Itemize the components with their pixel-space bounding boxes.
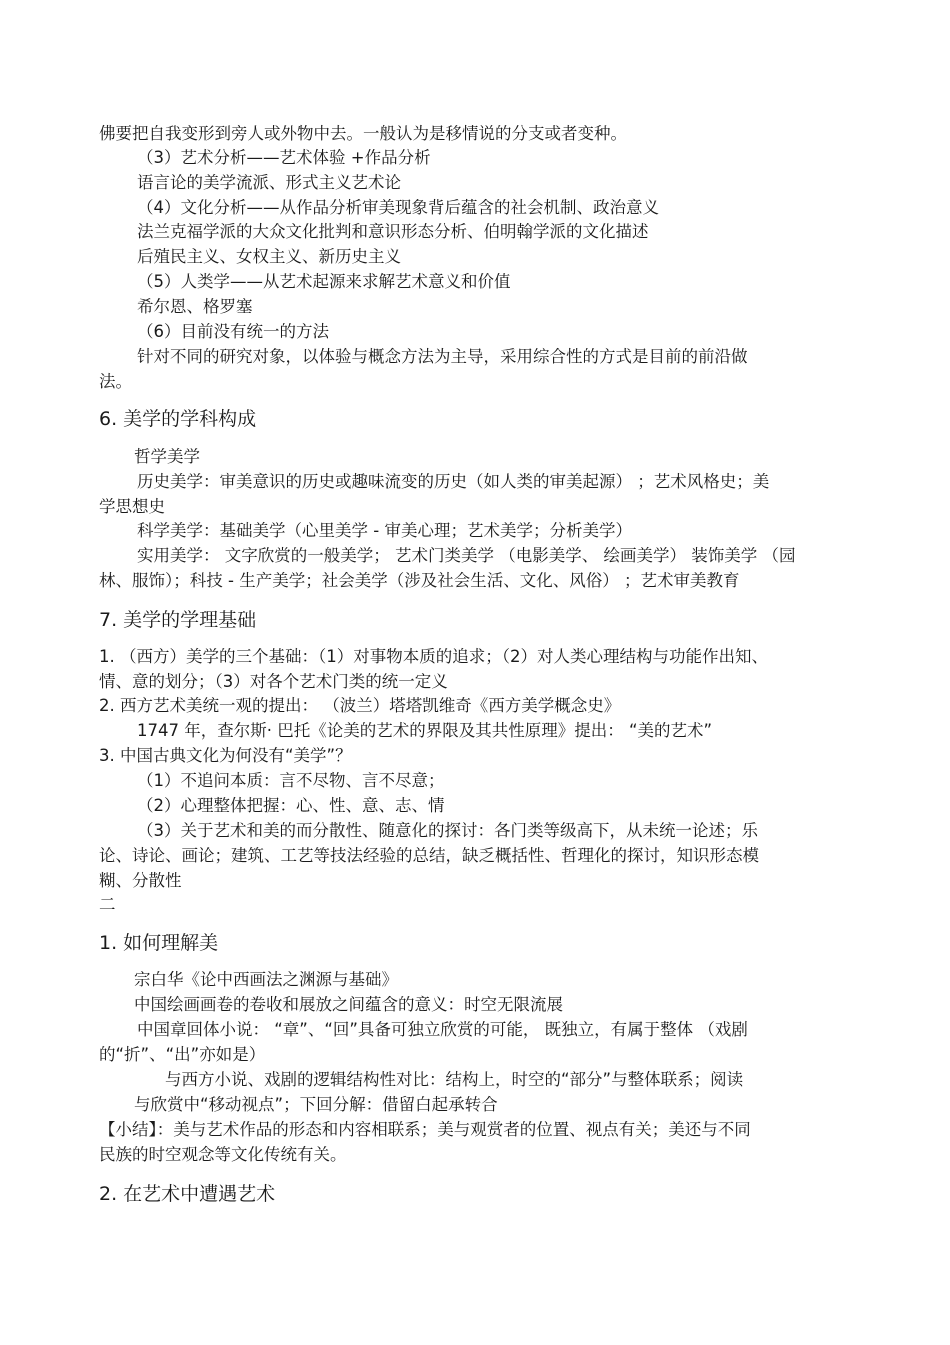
text-line: 佛要把自我变形到旁人或外物中去。一般认为是移情说的分支或者变种。 bbox=[99, 124, 627, 143]
text-line: 与西方小说、戏剧的逻辑结构性对比：结构上，时空的“部分”与整体联系；阅读 bbox=[165, 1070, 744, 1089]
text-line: （4）文化分析——从作品分析审美现象背后蕴含的社会机制、政治意义 bbox=[137, 198, 659, 217]
text-line: 哲学美学 bbox=[134, 447, 200, 466]
text-line: 实用美学： 文字欣赏的一般美学； 艺术门类美学 （电影美学、 绘画美学） 装饰美学 （园 bbox=[137, 546, 796, 565]
text-line: 语言论的美学流派、形式主义艺术论 bbox=[137, 173, 401, 192]
text-line: 希尔恩、格罗塞 bbox=[137, 297, 253, 316]
text-line: 宗白华《论中西画法之渊源与基础》 bbox=[134, 970, 398, 989]
text-line: （1）不追问本质：言不尽物、言不尽意； bbox=[137, 771, 445, 790]
section-heading: 6. 美学的学科构成 bbox=[99, 408, 257, 430]
text-line: 法。 bbox=[99, 372, 132, 391]
text-line: 情、意的划分；（3）对各个艺术门类的统一定义 bbox=[99, 672, 448, 691]
text-line: 【小结】：美与艺术作品的形态和内容相联系；美与观赏者的位置、视点有关；美还与不同 bbox=[99, 1120, 751, 1139]
text-line: （3）关于艺术和美的而分散性、随意化的探讨：各门类等级高下，从未统一论述；乐 bbox=[137, 821, 758, 840]
text-line: 的“折”、“出”亦如是） bbox=[99, 1045, 266, 1064]
text-line: 中国绘画画卷的卷收和展放之间蕴含的意义：时空无限流展 bbox=[134, 995, 563, 1014]
text-line: （5）人类学——从艺术起源来求解艺术意义和价值 bbox=[137, 272, 511, 291]
text-line: 糊、分散性 bbox=[99, 871, 182, 890]
text-line: 2. 西方艺术美统一观的提出： （波兰）塔塔凯维奇《西方美学概念史》 bbox=[99, 696, 621, 715]
text-line: 法兰克福学派的大众文化批判和意识形态分析、伯明翰学派的文化描述 bbox=[137, 222, 649, 241]
text-line: 与欣赏中“移动视点”；下回分解：借留白起承转合 bbox=[134, 1095, 498, 1114]
text-line: 林、服饰）；科技 - 生产美学；社会美学（涉及社会生活、文化、风俗） ；艺术审美教育 bbox=[99, 571, 740, 590]
text-line: 后殖民主义、女权主义、新历史主义 bbox=[137, 247, 401, 266]
text-line: 1747 年，查尔斯· 巴托《论美的艺术的界限及其共性原理》提出： “美的艺术” bbox=[137, 721, 713, 740]
text-line: （3）艺术分析——艺术体验 +作品分析 bbox=[137, 148, 431, 167]
text-line: （2）心理整体把握：心、性、意、志、情 bbox=[137, 796, 445, 815]
text-line: （6）目前没有统一的方法 bbox=[137, 322, 329, 341]
text-line: 二 bbox=[99, 895, 116, 914]
text-line: 学思想史 bbox=[99, 497, 165, 516]
section-heading: 1. 如何理解美 bbox=[99, 932, 219, 954]
text-line: 1. （西方）美学的三个基础：（1）对事物本质的追求；（2）对人类心理结构与功能作出知、 bbox=[99, 647, 768, 666]
text-line: 科学美学：基础美学（心里美学 - 审美心理；艺术美学；分析美学） bbox=[137, 521, 632, 540]
text-line: 历史美学：审美意识的历史或趣味流变的历史（如人类的审美起源） ；艺术风格史；美 bbox=[137, 472, 770, 491]
section-heading: 7. 美学的学理基础 bbox=[99, 609, 257, 631]
text-line: 针对不同的研究对象，以体验与概念方法为主导，采用综合性的方式是目前的前沿做 bbox=[137, 347, 748, 366]
text-line: 中国章回体小说： “章”、“回”具备可独立欣赏的可能， 既独立，有属于整体 （戏剧 bbox=[137, 1020, 748, 1039]
section-heading: 2. 在艺术中遭遇艺术 bbox=[99, 1183, 276, 1205]
text-line: 3. 中国古典文化为何没有“美学”？ bbox=[99, 746, 352, 765]
text-line: 民族的时空观念等文化传统有关。 bbox=[99, 1145, 347, 1164]
text-line: 论、诗论、画论；建筑、工艺等技法经验的总结，缺乏概括性、哲理化的探讨，知识形态模 bbox=[99, 846, 759, 865]
